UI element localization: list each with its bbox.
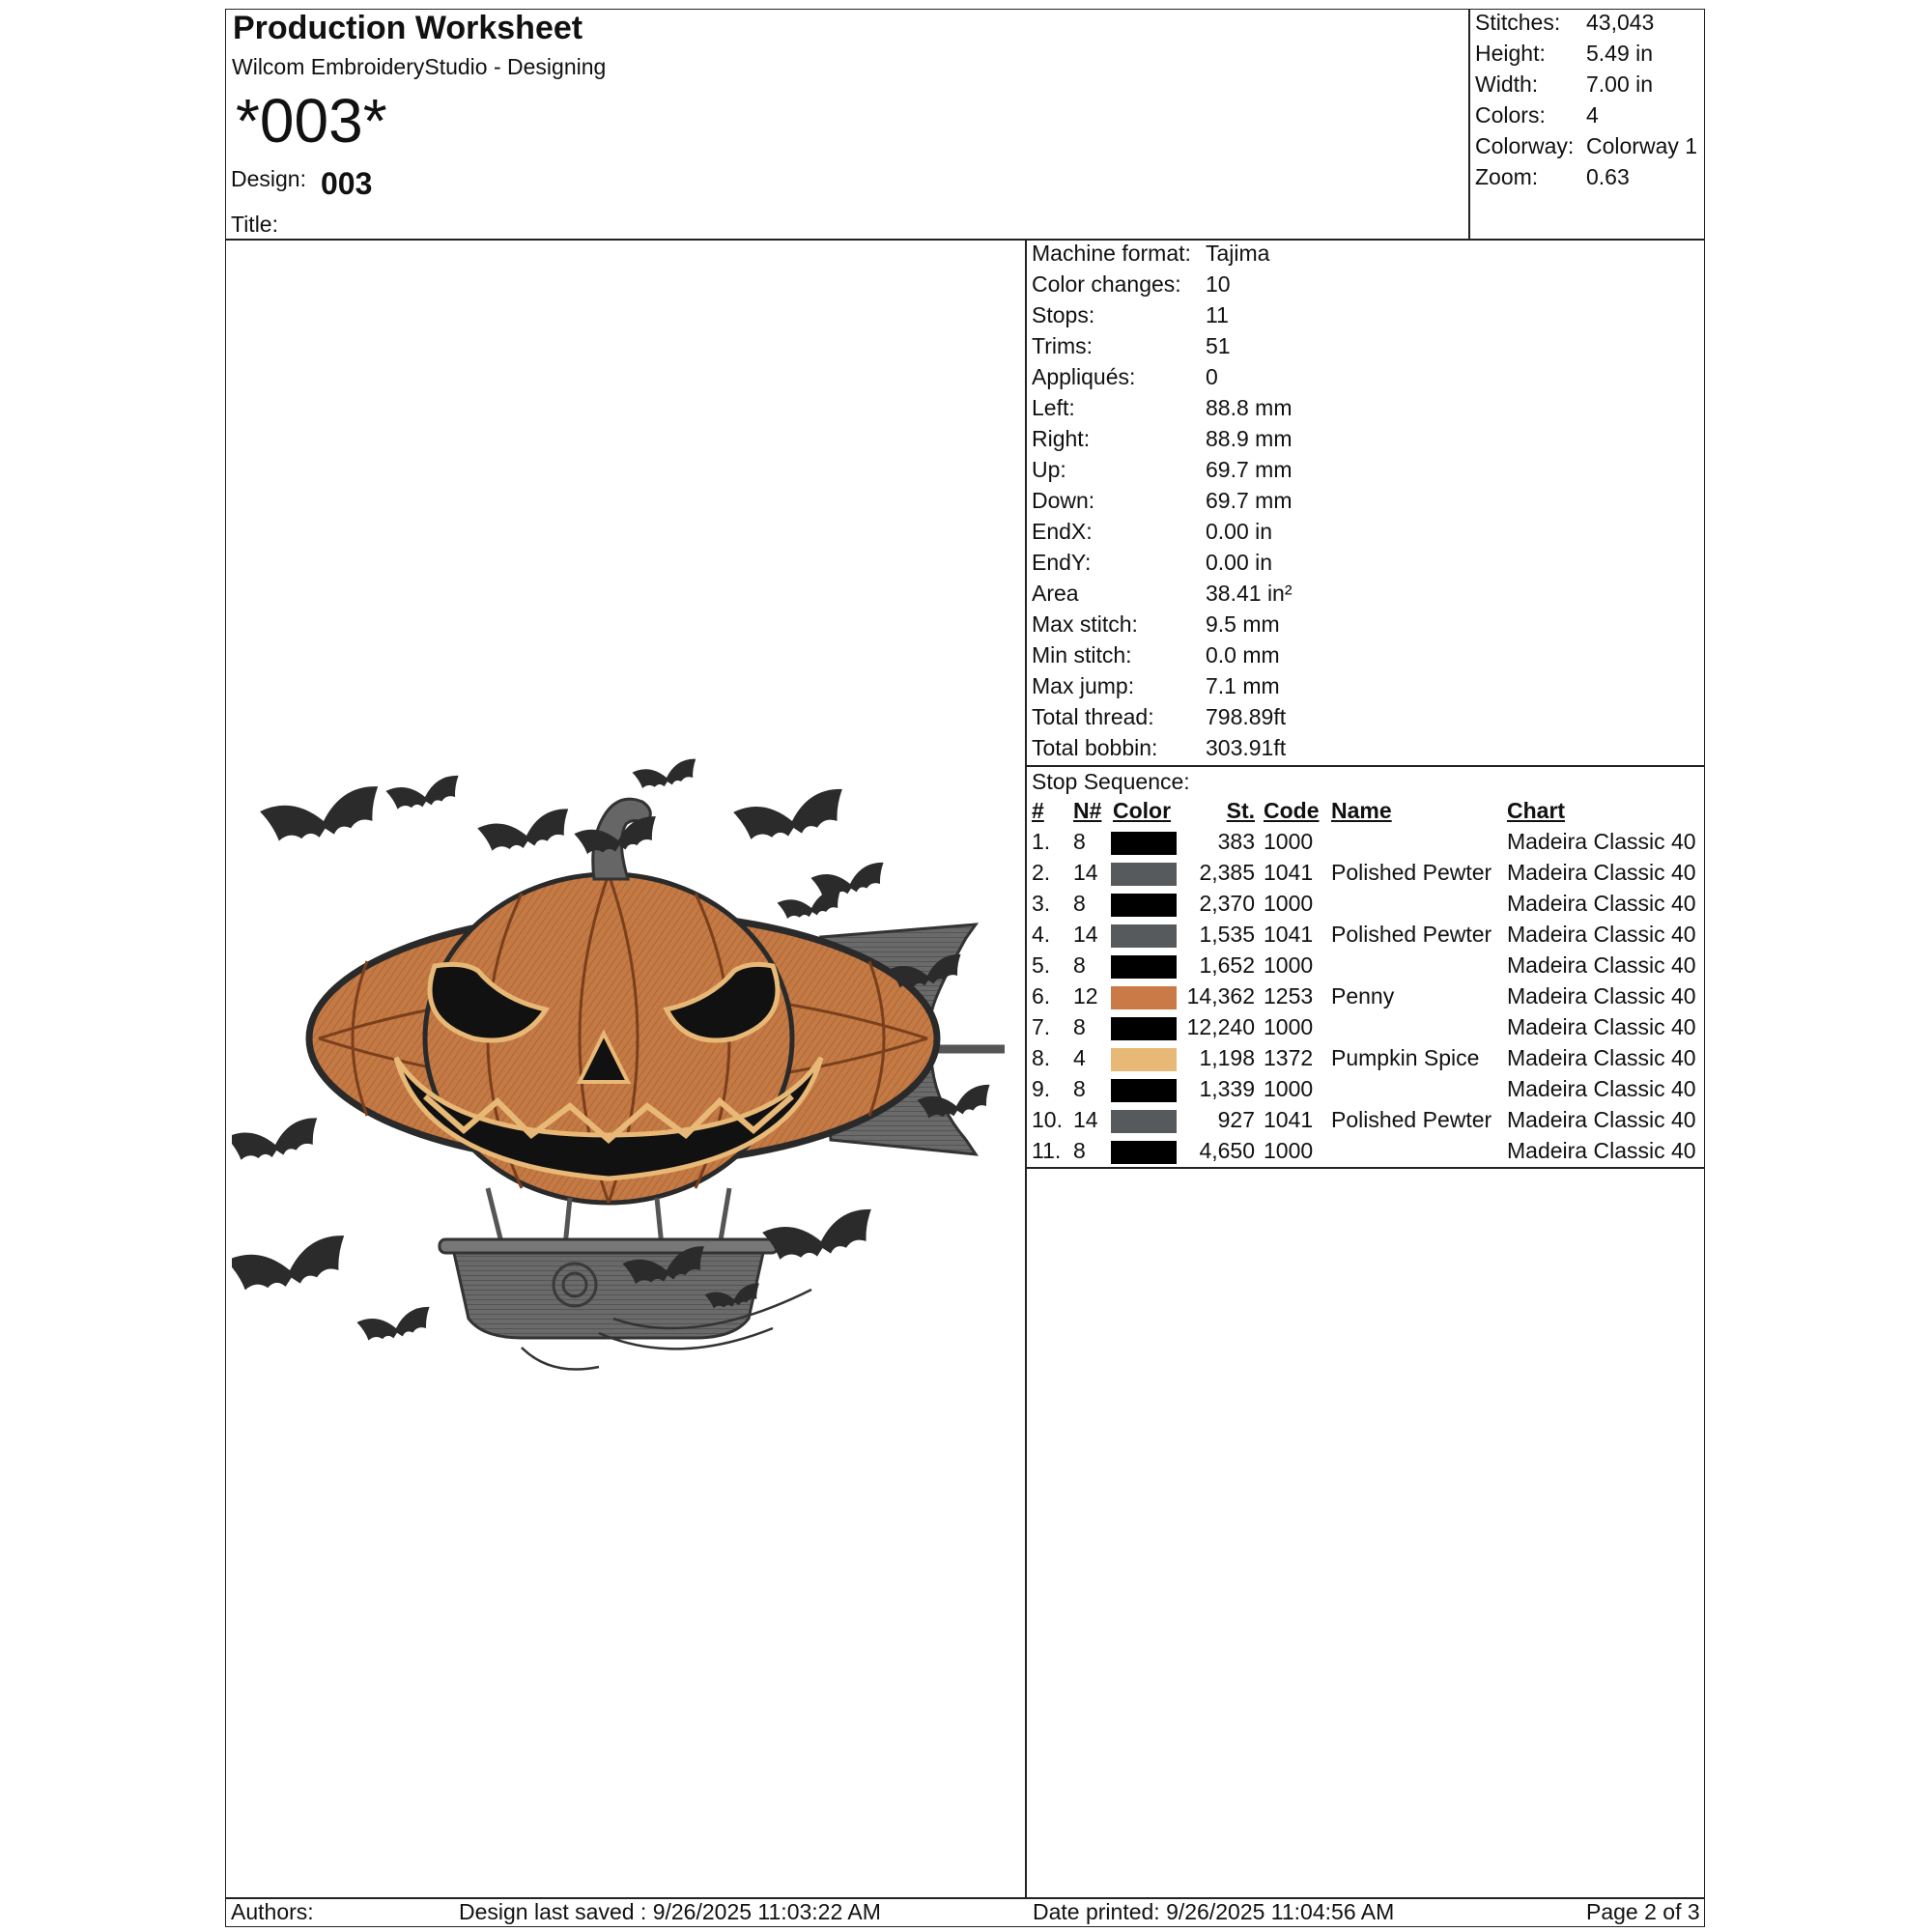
row-code: 1000 xyxy=(1264,1138,1314,1163)
machine-value: 51 xyxy=(1206,333,1231,358)
machine-value: 88.8 mm xyxy=(1206,395,1293,420)
table-row xyxy=(1032,1014,1698,1043)
row-stitches: 1,652 xyxy=(1199,952,1255,978)
machine-row xyxy=(1032,241,1689,270)
row-name: Polished Pewter xyxy=(1331,1107,1492,1132)
table-row xyxy=(1032,1107,1698,1136)
design-label: Design: xyxy=(231,166,306,191)
machine-row xyxy=(1032,550,1689,579)
machine-info xyxy=(1032,241,1689,762)
color-swatch xyxy=(1111,955,1177,979)
table-row xyxy=(1032,1045,1698,1074)
header-needle: N# xyxy=(1073,798,1102,823)
machine-value: 0.0 mm xyxy=(1206,642,1280,668)
row-stitches: 12,240 xyxy=(1186,1014,1255,1039)
machine-value: 0.00 in xyxy=(1206,519,1273,544)
header-color: Color xyxy=(1113,798,1172,823)
row-chart: Madeira Classic 40 xyxy=(1507,983,1696,1009)
machine-value: 69.7 mm xyxy=(1206,457,1293,482)
footer-page: Page 2 of 3 xyxy=(1586,1899,1700,1924)
panel-divider xyxy=(1025,239,1027,1899)
row-num: 5. xyxy=(1032,952,1051,978)
design-barcode-label: *003* xyxy=(236,86,387,156)
row-code: 1372 xyxy=(1264,1045,1314,1070)
row-needle: 8 xyxy=(1073,1076,1086,1101)
machine-row xyxy=(1032,271,1689,300)
title-label: Title: xyxy=(231,212,278,237)
color-swatch xyxy=(1111,863,1177,886)
machine-row xyxy=(1032,642,1689,671)
stat-value: 4 xyxy=(1586,102,1599,128)
sequence-divider xyxy=(1025,1167,1705,1169)
machine-row xyxy=(1032,457,1689,486)
row-needle: 8 xyxy=(1073,1014,1086,1039)
machine-row xyxy=(1032,735,1689,764)
stat-value: Colorway 1 xyxy=(1586,133,1698,158)
stat-label: Height: xyxy=(1475,41,1546,66)
machine-label: Down: xyxy=(1032,488,1095,513)
machine-label: Area xyxy=(1032,581,1079,606)
machine-row xyxy=(1032,302,1689,331)
machine-label: Total thread: xyxy=(1032,704,1154,729)
header-name: Name xyxy=(1331,798,1392,823)
table-header xyxy=(1032,798,1698,827)
footer-saved: Design last saved : 9/26/2025 11:03:22 AM xyxy=(459,1899,881,1924)
row-stitches: 927 xyxy=(1217,1107,1255,1132)
stat-label: Colorway: xyxy=(1475,133,1575,158)
machine-row xyxy=(1032,704,1689,733)
row-num: 1. xyxy=(1032,829,1051,854)
table-row xyxy=(1032,860,1698,889)
stat-value: 0.63 xyxy=(1586,164,1630,189)
machine-label: Stops: xyxy=(1032,302,1095,327)
row-num: 2. xyxy=(1032,860,1051,885)
row-code: 1041 xyxy=(1264,1107,1314,1132)
bat-icon xyxy=(232,1234,352,1297)
row-needle: 14 xyxy=(1073,922,1098,947)
row-chart: Madeira Classic 40 xyxy=(1507,1045,1696,1070)
footer-printed: Date printed: 9/26/2025 11:04:56 AM xyxy=(1033,1899,1395,1924)
row-stitches: 1,339 xyxy=(1199,1076,1255,1101)
footer-divider xyxy=(225,1897,1705,1899)
color-swatch xyxy=(1111,1110,1177,1133)
machine-label: Total bobbin: xyxy=(1032,735,1158,760)
row-chart: Madeira Classic 40 xyxy=(1507,1076,1696,1101)
stat-row xyxy=(1475,10,1697,39)
machine-divider xyxy=(1025,765,1705,767)
bat-icon xyxy=(632,758,699,793)
row-name: Pumpkin Spice xyxy=(1331,1045,1480,1070)
row-chart: Madeira Classic 40 xyxy=(1507,860,1696,885)
row-code: 1000 xyxy=(1264,952,1314,978)
row-chart: Madeira Classic 40 xyxy=(1507,1138,1696,1163)
machine-row xyxy=(1032,333,1689,362)
machine-value: 10 xyxy=(1206,271,1231,297)
machine-row xyxy=(1032,673,1689,702)
machine-label: Max jump: xyxy=(1032,673,1135,698)
color-swatch xyxy=(1111,1141,1177,1164)
row-code: 1253 xyxy=(1264,983,1314,1009)
bat-icon xyxy=(762,1208,879,1266)
color-swatch xyxy=(1111,894,1177,917)
row-chart: Madeira Classic 40 xyxy=(1507,829,1696,854)
bat-icon xyxy=(356,1306,434,1346)
stats-box xyxy=(1475,10,1697,203)
machine-value: 69.7 mm xyxy=(1206,488,1293,513)
row-name: Polished Pewter xyxy=(1331,922,1492,947)
stat-value: 5.49 in xyxy=(1586,41,1654,66)
row-stitches: 1,198 xyxy=(1199,1045,1255,1070)
machine-value: 9.5 mm xyxy=(1206,611,1280,637)
stat-label: Zoom: xyxy=(1475,164,1539,189)
row-num: 8. xyxy=(1032,1045,1051,1070)
row-stitches: 383 xyxy=(1217,829,1255,854)
row-num: 7. xyxy=(1032,1014,1051,1039)
stat-value: 7.00 in xyxy=(1586,71,1654,97)
machine-value: 7.1 mm xyxy=(1206,673,1280,698)
row-needle: 14 xyxy=(1073,860,1098,885)
stop-sequence-label: Stop Sequence: xyxy=(1032,769,1190,794)
machine-label: Trims: xyxy=(1032,333,1094,358)
stat-label: Width: xyxy=(1475,71,1539,97)
color-swatch xyxy=(1111,1048,1177,1071)
color-swatch xyxy=(1111,832,1177,855)
row-chart: Madeira Classic 40 xyxy=(1507,1014,1696,1039)
machine-label: EndY: xyxy=(1032,550,1092,575)
row-num: 11. xyxy=(1032,1138,1062,1163)
gondola-rim xyxy=(440,1239,778,1253)
table-row xyxy=(1032,891,1698,920)
row-stitches: 4,650 xyxy=(1199,1138,1255,1163)
machine-label: Left: xyxy=(1032,395,1075,420)
stat-row xyxy=(1475,133,1697,162)
row-needle: 8 xyxy=(1073,1138,1086,1163)
machine-row xyxy=(1032,426,1689,455)
table-row xyxy=(1032,983,1698,1012)
stat-row xyxy=(1475,102,1697,131)
machine-value: 11 xyxy=(1206,302,1229,327)
embroidery-preview xyxy=(232,749,1005,1386)
bat-icon xyxy=(477,808,574,857)
row-chart: Madeira Classic 40 xyxy=(1507,952,1696,978)
stat-row xyxy=(1475,41,1697,70)
row-needle: 8 xyxy=(1073,952,1086,978)
stat-row xyxy=(1475,164,1697,193)
row-needle: 8 xyxy=(1073,891,1086,916)
color-swatch xyxy=(1111,924,1177,948)
machine-row xyxy=(1032,519,1689,548)
row-stitches: 1,535 xyxy=(1199,922,1255,947)
table-row xyxy=(1032,952,1698,981)
machine-label: Right: xyxy=(1032,426,1091,451)
footer-authors: Authors: xyxy=(231,1899,314,1924)
table-row xyxy=(1032,1076,1698,1105)
row-needle: 8 xyxy=(1073,829,1086,854)
machine-label: EndX: xyxy=(1032,519,1093,544)
stop-sequence-table xyxy=(1032,798,1698,1165)
machine-value: 798.89ft xyxy=(1206,704,1287,729)
bat-icon xyxy=(260,784,386,848)
machine-label: Up: xyxy=(1032,457,1066,482)
stat-label: Colors: xyxy=(1475,102,1546,128)
row-num: 4. xyxy=(1032,922,1051,947)
row-code: 1000 xyxy=(1264,891,1314,916)
row-code: 1000 xyxy=(1264,1076,1314,1101)
header-stitches: St. xyxy=(1226,798,1255,823)
row-needle: 14 xyxy=(1073,1107,1098,1132)
row-num: 9. xyxy=(1032,1076,1051,1101)
machine-label: Max stitch: xyxy=(1032,611,1138,637)
row-code: 1041 xyxy=(1264,860,1314,885)
machine-value: 38.41 in² xyxy=(1206,581,1293,606)
color-swatch xyxy=(1111,986,1177,1009)
machine-label: Min stitch: xyxy=(1032,642,1132,668)
row-num: 3. xyxy=(1032,891,1051,916)
stat-row xyxy=(1475,71,1697,100)
bat-icon xyxy=(777,889,844,923)
table-row xyxy=(1032,1138,1698,1167)
design-value: 003 xyxy=(321,166,373,201)
row-code: 1041 xyxy=(1264,922,1314,947)
machine-value: 0 xyxy=(1206,364,1218,389)
row-name: Polished Pewter xyxy=(1331,860,1492,885)
row-code: 1000 xyxy=(1264,1014,1314,1039)
machine-label: Machine format: xyxy=(1032,241,1191,266)
machine-value: 0.00 in xyxy=(1206,550,1273,575)
stat-value: 43,043 xyxy=(1586,10,1655,35)
header-chart: Chart xyxy=(1507,798,1566,823)
row-chart: Madeira Classic 40 xyxy=(1507,922,1696,947)
row-chart: Madeira Classic 40 xyxy=(1507,1107,1696,1132)
header-code: Code xyxy=(1264,798,1320,823)
machine-value: 303.91ft xyxy=(1206,735,1287,760)
table-row xyxy=(1032,829,1698,858)
bat-icon xyxy=(232,1117,323,1166)
color-swatch xyxy=(1111,1079,1177,1102)
row-num: 10. xyxy=(1032,1107,1063,1132)
row-needle: 4 xyxy=(1073,1045,1086,1070)
header-num: # xyxy=(1032,798,1044,823)
machine-row xyxy=(1032,488,1689,517)
row-code: 1000 xyxy=(1264,829,1314,854)
bat-icon xyxy=(385,775,463,814)
row-num: 6. xyxy=(1032,983,1051,1009)
stats-divider xyxy=(1468,9,1470,240)
row-stitches: 2,385 xyxy=(1199,860,1255,885)
color-swatch xyxy=(1111,1017,1177,1040)
row-needle: 12 xyxy=(1073,983,1098,1009)
machine-row xyxy=(1032,611,1689,640)
row-name: Penny xyxy=(1331,983,1395,1009)
machine-value: Tajima xyxy=(1206,241,1270,266)
app-name: Wilcom EmbroideryStudio - Designing xyxy=(232,54,607,79)
machine-row xyxy=(1032,395,1689,424)
machine-row xyxy=(1032,581,1689,610)
machine-row xyxy=(1032,364,1689,393)
bat-icon xyxy=(733,787,850,846)
machine-value: 88.9 mm xyxy=(1206,426,1293,451)
row-stitches: 14,362 xyxy=(1186,983,1255,1009)
table-row xyxy=(1032,922,1698,951)
machine-label: Color changes: xyxy=(1032,271,1181,297)
page-title: Production Worksheet xyxy=(233,10,583,46)
stat-label: Stitches: xyxy=(1475,10,1561,35)
row-chart: Madeira Classic 40 xyxy=(1507,891,1696,916)
row-stitches: 2,370 xyxy=(1199,891,1255,916)
machine-label: Appliqués: xyxy=(1032,364,1136,389)
